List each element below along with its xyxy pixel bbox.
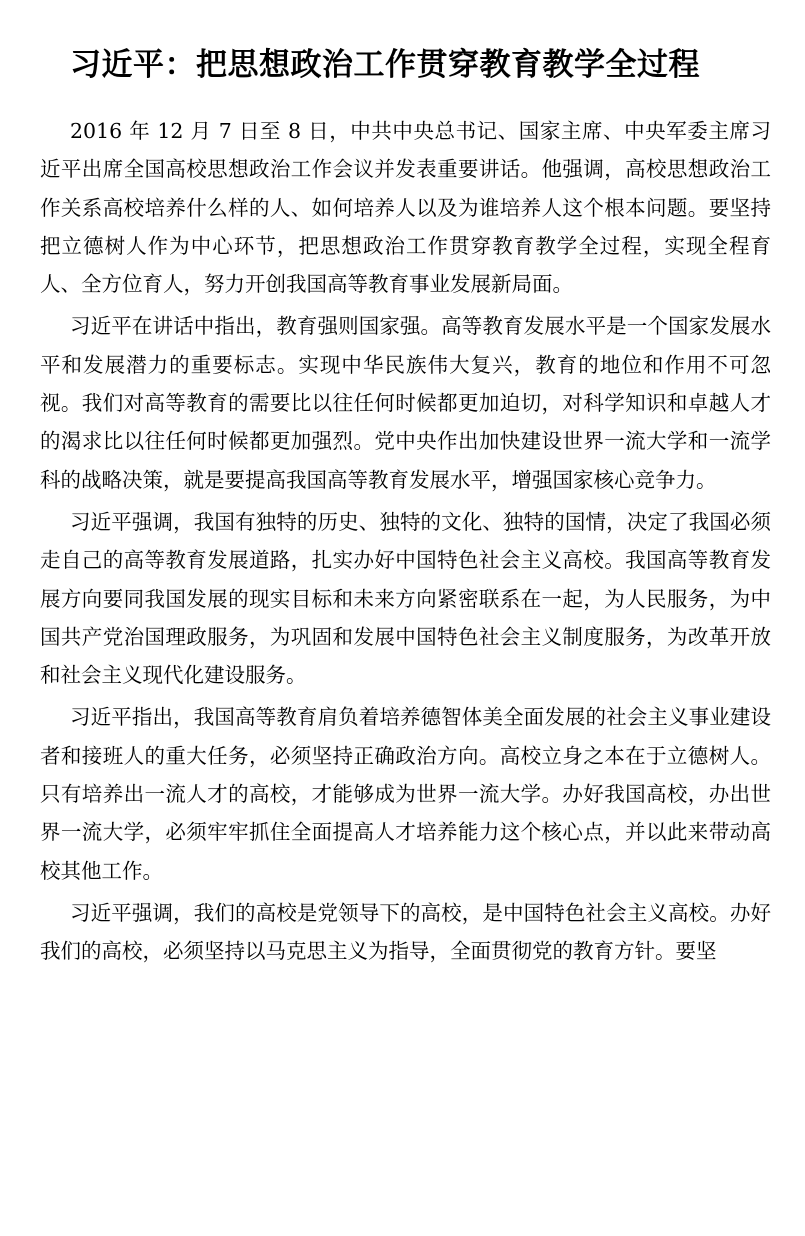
paragraph-2: 习近平在讲话中指出，教育强则国家强。高等教育发展水平是一个国家发展水平和发展潜力的重要标志。实现中华民族伟大复兴，教育的地位和作用不可忽视。我们对高等教育的需要比以往任何时候都更加迫切，对科学知识和卓越人才的渴求比以往任何时候都更加强烈。党中央作出加快建设世界一流大学和一流学科的战略决策，就是要提高我国高等教育发展水平，增强国家核心竞争力。 <box>40 314 771 492</box>
paragraph-4: 习近平指出，我国高等教育肩负着培养德智体美全面发展的社会主义事业建设者和接班人的重大任务，必须坚持正确政治方向。高校立身之本在于立德树人。只有培养出一流人才的高校，才能够成为世界一流大学。办好我国高校，办出世界一流大学，必须牢牢抓住全面提高人才培养能力这个核心点，并以此来带动高校其他工作。 <box>40 705 771 883</box>
paragraph-5: 习近平强调，我们的高校是党领导下的高校，是中国特色社会主义高校。办好我们的高校，必须坚持以马克思主义为指导，全面贯彻党的教育方针。要坚 <box>40 900 771 964</box>
paragraph-1: 2016 年 12 月 7 日至 8 日，中共中央总书记、国家主席、中央军委主席习近平出席全国高校思想政治工作会议并发表重要讲话。他强调，高校思想政治工作关系高校培养什么样的人、如何培养人以及为谁培养人这个根本问题。要坚持把立德树人作为中心环节，把思想政治工作贯穿教育教学全过程，实现全程育人、全方位育人，努力开创我国高等教育事业发展新局面。 <box>40 119 771 297</box>
document-title: 习近平：把思想政治工作贯穿教育教学全过程 <box>70 47 700 83</box>
paragraph-3: 习近平强调，我国有独特的历史、独特的文化、独特的国情，决定了我国必须走自己的高等教育发展道路，扎实办好中国特色社会主义高校。我国高等教育发展方向要同我国发展的现实目标和未来方向紧密联系在一起，为人民服务，为中国共产党治国理政服务，为巩固和发展中国特色社会主义制度服务，为改革开放和社会主义现代化建设服务。 <box>40 509 771 688</box>
